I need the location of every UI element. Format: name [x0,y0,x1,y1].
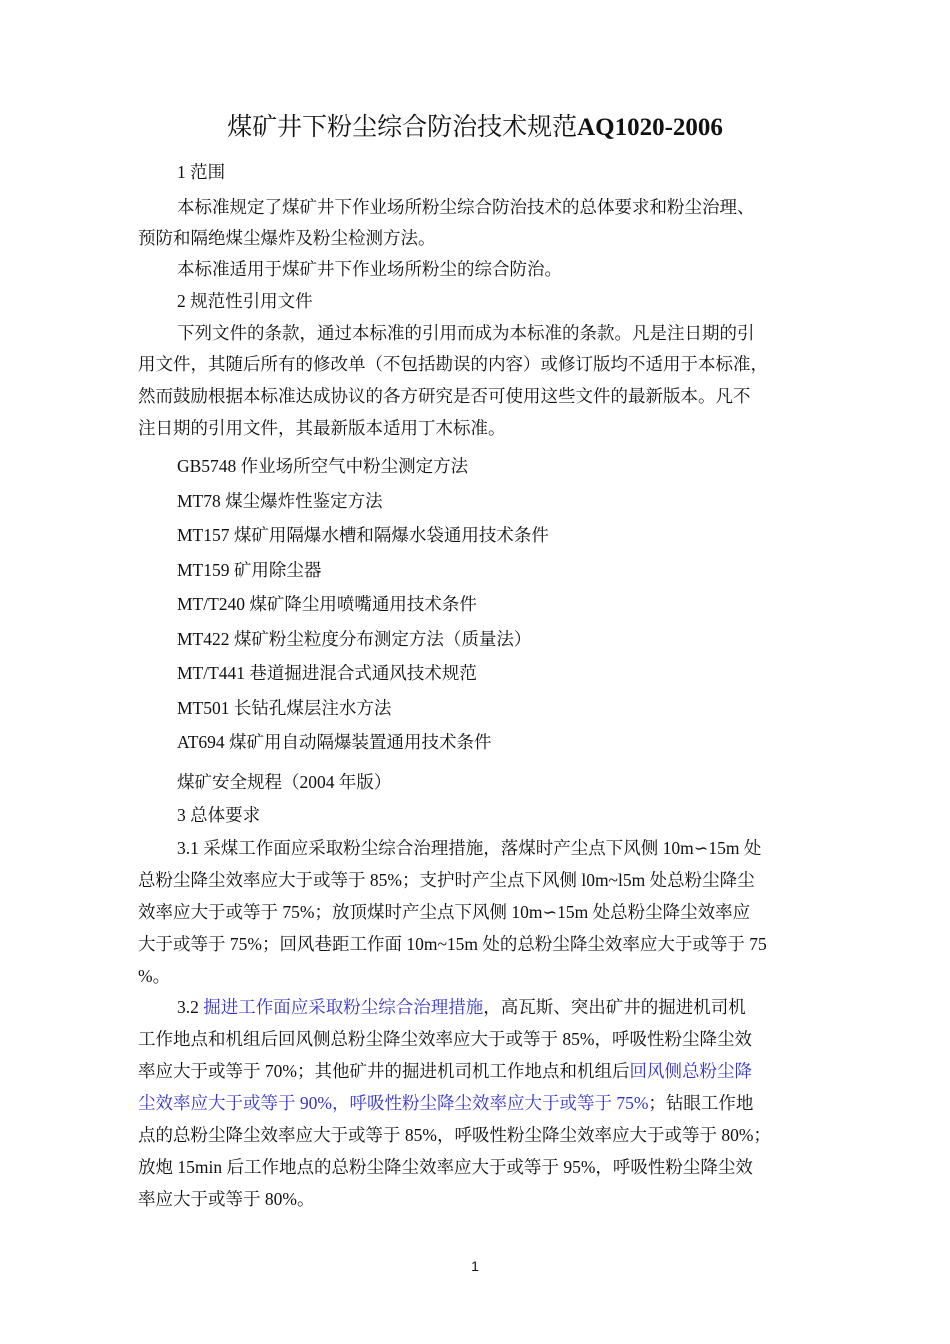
clause-number: 3.2 [177,997,204,1017]
paragraph-line: 放炮 15min 后工作地点的总粉尘降尘效率应大于或等于 95%，呼吸性粉尘降尘效 [138,1157,753,1177]
paragraph-line: 大于或等于 75%；回风巷距工作面 10m~15m 处的总粉尘降尘效率应大于或等于 75 [138,934,767,954]
title-text: 煤矿井下粉尘综合防治技术规范 [227,114,578,141]
reference-item: 煤矿安全规程（2004 年版） [177,772,392,792]
paragraph-line: 3.1 采煤工作面应采取粉尘综合治理措施，落煤时产尘点下风侧 10m∽15m 处 [177,838,762,858]
paragraph-line: 总粉尘降尘效率应大于或等于 85%；支护时产尘点下风侧 l0m~l5m 处总粉尘降尘 [138,870,755,890]
page-number: 1 [471,1258,479,1274]
paragraph-line: 本标准规定了煤矿井下作业场所粉尘综合防治技术的总体要求和粉尘治理、 [177,197,755,217]
highlighted-text: 回风侧总粉尘降 [629,1061,752,1081]
section-heading: 1 范围 [177,162,226,182]
document-title [0,110,950,146]
highlighted-text: 尘效率应大于或等于 90%，呼吸性粉尘降尘效率应大于或等于 75% [138,1093,649,1113]
reference-item: MT422 煤矿粉尘粒度分布测定方法（质量法） [177,629,532,649]
reference-item: MT501 长钻孔煤层注水方法 [177,698,392,718]
reference-item: MT/T441 巷道掘进混合式通风技术规范 [177,663,477,683]
section-heading: 3 总体要求 [177,805,261,825]
paragraph-line: 预防和隔绝煤尘爆炸及粉尘检测方法。 [138,228,436,248]
paragraph-line: 点的总粉尘降尘效率应大于或等于 85%，呼吸性粉尘降尘效率应大于或等于 80%； [138,1125,771,1145]
reference-item: MT159 矿用除尘器 [177,560,322,580]
paragraph-line [138,1060,752,1082]
reference-item: GB5748 作业场所空气中粉尘测定方法 [177,456,469,476]
paragraph-line: 率应大于或等于 80%。 [138,1189,315,1209]
paragraph-line: 效率应大于或等于 75%；放顶煤时产尘点下风侧 10m∽15m 处总粉尘降尘效率应 [138,902,751,922]
reference-item: AT694 煤矿用自动隔爆装置通用技术条件 [177,732,492,752]
paragraph-line: 本标准适用于煤矿井下作业场所粉尘的综合防治。 [177,259,562,279]
text-run: ，高瓦斯、突出矿井的掘进机司机 [483,997,746,1017]
paragraph-line: 用文件，其随后所有的修改单（不包括勘误的内容）或修订版均不适用于本标准， [138,354,768,374]
title-code: AQ1020-2006 [577,114,723,141]
highlighted-text: 掘进工作面应采取粉尘综合治理措施 [203,997,484,1017]
paragraph-line [138,1092,753,1114]
paragraph-line: 下列文件的条款，通过本标准的引用而成为本标准的条款。凡是注日期的引 [177,323,755,343]
paragraph-line: %。 [138,966,171,986]
paragraph-line: 注日期的引用文件，其最新版本适用丁木标准。 [138,418,506,438]
reference-item: MT157 煤矿用隔爆水槽和隔爆水袋通用技术条件 [177,525,549,545]
reference-item: MT78 煤尘爆炸性鉴定方法 [177,491,383,511]
section-heading: 2 规范性引用文件 [177,291,313,311]
text-run: ；钻眼工作地 [648,1093,754,1113]
reference-item: MT/T240 煤矿降尘用喷嘴通用技术条件 [177,594,477,614]
paragraph-line: 然而鼓励根据本标准达成协议的各方研究是否可使用这些文件的最新版本。凡不 [138,386,751,406]
text-run: 率应大于或等于 70%；其他矿井的掘进机司机工作地点和机组后 [138,1061,630,1081]
paragraph-line: 工作地点和机组后回风侧总粉尘降尘效率应大于或等于 85%，呼吸性粉尘降尘效 [138,1029,752,1049]
paragraph-line [177,996,746,1018]
